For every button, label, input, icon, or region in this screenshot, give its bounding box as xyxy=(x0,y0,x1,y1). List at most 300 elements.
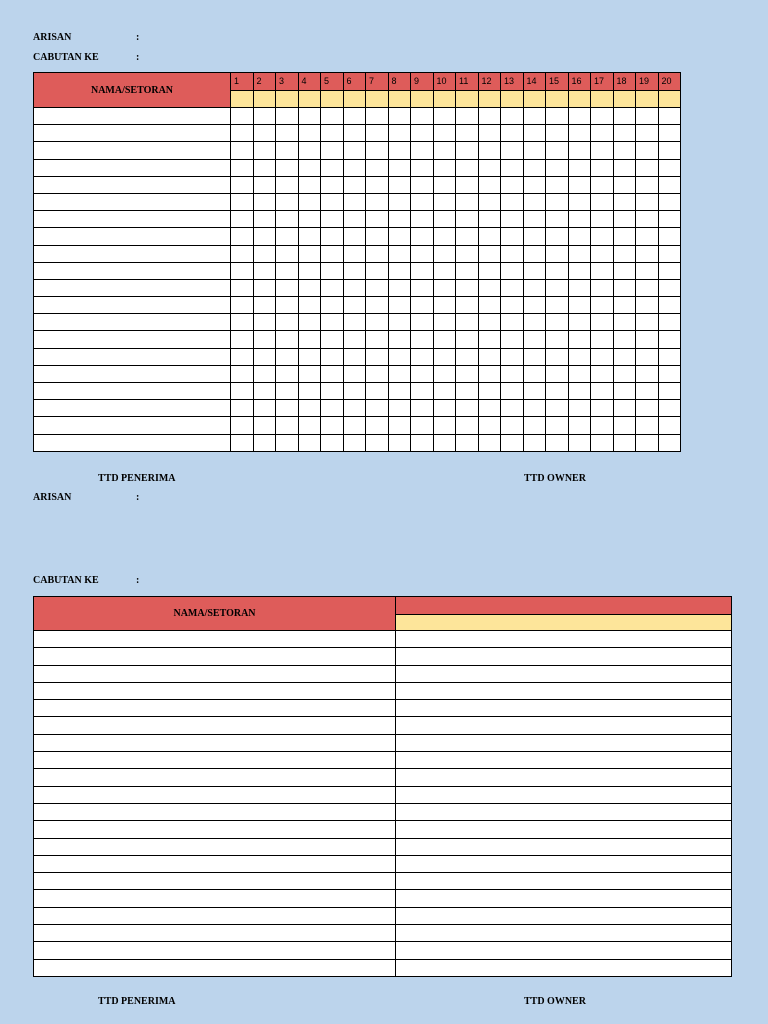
column-subheader-cell[interactable] xyxy=(276,91,299,108)
payment-cell[interactable] xyxy=(396,682,732,699)
payment-cell[interactable] xyxy=(523,434,546,451)
payment-cell[interactable] xyxy=(658,314,681,331)
payment-cell[interactable] xyxy=(501,434,524,451)
payment-cell[interactable] xyxy=(568,193,591,210)
payment-cell[interactable] xyxy=(298,211,321,228)
payment-cell[interactable] xyxy=(388,331,411,348)
payment-cell[interactable] xyxy=(636,125,659,142)
payment-cell[interactable] xyxy=(366,193,389,210)
column-subheader-cell[interactable] xyxy=(636,91,659,108)
column-subheader-cell[interactable] xyxy=(478,91,501,108)
payment-cell[interactable] xyxy=(523,417,546,434)
payment-cell[interactable] xyxy=(546,400,569,417)
payment-cell[interactable] xyxy=(478,228,501,245)
column-subheader-cell[interactable] xyxy=(321,91,344,108)
payment-cell[interactable] xyxy=(501,297,524,314)
payment-cell[interactable] xyxy=(231,279,254,296)
payment-cell[interactable] xyxy=(411,383,434,400)
payment-cell[interactable] xyxy=(433,314,456,331)
payment-cell[interactable] xyxy=(298,434,321,451)
payment-cell[interactable] xyxy=(343,211,366,228)
payment-cell[interactable] xyxy=(523,142,546,159)
member-name-cell[interactable] xyxy=(34,873,396,890)
payment-cell[interactable] xyxy=(388,176,411,193)
column-subheader-cell[interactable] xyxy=(613,91,636,108)
payment-cell[interactable] xyxy=(501,279,524,296)
payment-cell[interactable] xyxy=(366,245,389,262)
payment-cell[interactable] xyxy=(433,142,456,159)
payment-cell[interactable] xyxy=(231,142,254,159)
member-name-cell[interactable] xyxy=(34,297,231,314)
payment-cell[interactable] xyxy=(253,176,276,193)
payment-cell[interactable] xyxy=(546,142,569,159)
payment-cell[interactable] xyxy=(613,228,636,245)
payment-cell[interactable] xyxy=(411,400,434,417)
payment-cell[interactable] xyxy=(613,297,636,314)
payment-cell[interactable] xyxy=(321,176,344,193)
payment-cell[interactable] xyxy=(366,297,389,314)
payment-cell[interactable] xyxy=(298,159,321,176)
payment-cell[interactable] xyxy=(253,142,276,159)
payment-cell[interactable] xyxy=(276,193,299,210)
payment-cell[interactable] xyxy=(636,228,659,245)
payment-cell[interactable] xyxy=(546,279,569,296)
payment-cell[interactable] xyxy=(411,434,434,451)
payment-cell[interactable] xyxy=(546,331,569,348)
payment-cell[interactable] xyxy=(253,245,276,262)
payment-cell[interactable] xyxy=(343,348,366,365)
payment-cell[interactable] xyxy=(276,314,299,331)
column-subheader-cell[interactable] xyxy=(568,91,591,108)
payment-cell[interactable] xyxy=(591,108,614,125)
payment-cell[interactable] xyxy=(411,125,434,142)
payment-cell[interactable] xyxy=(343,314,366,331)
payment-cell[interactable] xyxy=(343,365,366,382)
payment-cell[interactable] xyxy=(546,434,569,451)
payment-cell[interactable] xyxy=(658,245,681,262)
payment-cell[interactable] xyxy=(501,211,524,228)
payment-cell[interactable] xyxy=(546,297,569,314)
payment-cell[interactable] xyxy=(546,159,569,176)
member-name-cell[interactable] xyxy=(34,682,396,699)
payment-cell[interactable] xyxy=(613,434,636,451)
payment-cell[interactable] xyxy=(568,245,591,262)
payment-cell[interactable] xyxy=(396,631,732,648)
payment-cell[interactable] xyxy=(478,297,501,314)
payment-cell[interactable] xyxy=(276,331,299,348)
payment-cell[interactable] xyxy=(366,400,389,417)
payment-cell[interactable] xyxy=(433,193,456,210)
payment-cell[interactable] xyxy=(613,331,636,348)
payment-cell[interactable] xyxy=(501,228,524,245)
member-name-cell[interactable] xyxy=(34,262,231,279)
payment-cell[interactable] xyxy=(276,297,299,314)
payment-cell[interactable] xyxy=(411,331,434,348)
payment-cell[interactable] xyxy=(613,211,636,228)
payment-cell[interactable] xyxy=(591,279,614,296)
member-name-cell[interactable] xyxy=(34,193,231,210)
payment-cell[interactable] xyxy=(231,434,254,451)
payment-cell[interactable] xyxy=(478,108,501,125)
payment-cell[interactable] xyxy=(523,400,546,417)
payment-cell[interactable] xyxy=(231,262,254,279)
payment-cell[interactable] xyxy=(568,279,591,296)
payment-cell[interactable] xyxy=(343,228,366,245)
payment-cell[interactable] xyxy=(388,365,411,382)
payment-cell[interactable] xyxy=(433,125,456,142)
payment-cell[interactable] xyxy=(433,108,456,125)
payment-cell[interactable] xyxy=(396,821,732,838)
payment-cell[interactable] xyxy=(366,108,389,125)
payment-cell[interactable] xyxy=(388,125,411,142)
payment-cell[interactable] xyxy=(231,108,254,125)
payment-cell[interactable] xyxy=(456,228,479,245)
payment-cell[interactable] xyxy=(276,434,299,451)
payment-cell[interactable] xyxy=(343,417,366,434)
payment-cell[interactable] xyxy=(321,331,344,348)
payment-cell[interactable] xyxy=(478,279,501,296)
payment-cell[interactable] xyxy=(276,125,299,142)
member-name-cell[interactable] xyxy=(34,314,231,331)
payment-cell[interactable] xyxy=(321,159,344,176)
payment-subheader-cell[interactable] xyxy=(396,615,732,631)
payment-cell[interactable] xyxy=(546,245,569,262)
payment-cell[interactable] xyxy=(366,434,389,451)
payment-cell[interactable] xyxy=(411,228,434,245)
payment-cell[interactable] xyxy=(253,211,276,228)
payment-cell[interactable] xyxy=(411,314,434,331)
payment-cell[interactable] xyxy=(231,228,254,245)
payment-cell[interactable] xyxy=(501,400,524,417)
payment-cell[interactable] xyxy=(591,142,614,159)
payment-cell[interactable] xyxy=(366,279,389,296)
payment-cell[interactable] xyxy=(591,331,614,348)
payment-cell[interactable] xyxy=(523,125,546,142)
column-subheader-cell[interactable] xyxy=(388,91,411,108)
column-subheader-cell[interactable] xyxy=(658,91,681,108)
payment-cell[interactable] xyxy=(433,228,456,245)
member-name-cell[interactable] xyxy=(34,942,396,959)
payment-cell[interactable] xyxy=(568,125,591,142)
payment-cell[interactable] xyxy=(636,417,659,434)
payment-cell[interactable] xyxy=(658,159,681,176)
payment-cell[interactable] xyxy=(501,142,524,159)
member-name-cell[interactable] xyxy=(34,159,231,176)
payment-cell[interactable] xyxy=(613,417,636,434)
payment-cell[interactable] xyxy=(298,348,321,365)
payment-cell[interactable] xyxy=(658,176,681,193)
column-subheader-cell[interactable] xyxy=(591,91,614,108)
payment-cell[interactable] xyxy=(523,331,546,348)
payment-cell[interactable] xyxy=(411,365,434,382)
payment-cell[interactable] xyxy=(568,297,591,314)
payment-cell[interactable] xyxy=(478,262,501,279)
payment-cell[interactable] xyxy=(546,176,569,193)
payment-cell[interactable] xyxy=(411,108,434,125)
member-name-cell[interactable] xyxy=(34,331,231,348)
payment-cell[interactable] xyxy=(433,417,456,434)
payment-cell[interactable] xyxy=(501,365,524,382)
payment-cell[interactable] xyxy=(276,262,299,279)
payment-cell[interactable] xyxy=(501,348,524,365)
payment-cell[interactable] xyxy=(366,176,389,193)
payment-cell[interactable] xyxy=(636,297,659,314)
payment-cell[interactable] xyxy=(613,383,636,400)
payment-cell[interactable] xyxy=(388,314,411,331)
payment-cell[interactable] xyxy=(231,125,254,142)
payment-cell[interactable] xyxy=(231,417,254,434)
payment-cell[interactable] xyxy=(321,348,344,365)
member-name-cell[interactable] xyxy=(34,821,396,838)
payment-cell[interactable] xyxy=(478,365,501,382)
payment-cell[interactable] xyxy=(298,228,321,245)
payment-cell[interactable] xyxy=(658,400,681,417)
payment-cell[interactable] xyxy=(321,193,344,210)
payment-cell[interactable] xyxy=(366,211,389,228)
payment-cell[interactable] xyxy=(321,142,344,159)
payment-cell[interactable] xyxy=(231,193,254,210)
payment-cell[interactable] xyxy=(456,211,479,228)
payment-cell[interactable] xyxy=(478,434,501,451)
payment-cell[interactable] xyxy=(501,383,524,400)
member-name-cell[interactable] xyxy=(34,752,396,769)
payment-cell[interactable] xyxy=(613,142,636,159)
payment-cell[interactable] xyxy=(546,348,569,365)
payment-cell[interactable] xyxy=(456,262,479,279)
member-name-cell[interactable] xyxy=(34,717,396,734)
payment-cell[interactable] xyxy=(568,108,591,125)
payment-cell[interactable] xyxy=(276,400,299,417)
payment-cell[interactable] xyxy=(636,193,659,210)
payment-cell[interactable] xyxy=(388,400,411,417)
payment-cell[interactable] xyxy=(433,211,456,228)
payment-cell[interactable] xyxy=(478,159,501,176)
payment-cell[interactable] xyxy=(456,297,479,314)
payment-cell[interactable] xyxy=(523,159,546,176)
payment-cell[interactable] xyxy=(658,262,681,279)
payment-cell[interactable] xyxy=(388,348,411,365)
payment-cell[interactable] xyxy=(253,297,276,314)
payment-cell[interactable] xyxy=(501,125,524,142)
member-name-cell[interactable] xyxy=(34,769,396,786)
payment-cell[interactable] xyxy=(658,193,681,210)
payment-cell[interactable] xyxy=(396,803,732,820)
payment-cell[interactable] xyxy=(591,314,614,331)
member-name-cell[interactable] xyxy=(34,279,231,296)
payment-cell[interactable] xyxy=(231,331,254,348)
payment-cell[interactable] xyxy=(366,417,389,434)
payment-cell[interactable] xyxy=(568,417,591,434)
payment-cell[interactable] xyxy=(501,314,524,331)
payment-cell[interactable] xyxy=(591,434,614,451)
payment-cell[interactable] xyxy=(658,348,681,365)
payment-cell[interactable] xyxy=(501,262,524,279)
payment-cell[interactable] xyxy=(231,159,254,176)
payment-cell[interactable] xyxy=(411,211,434,228)
payment-cell[interactable] xyxy=(396,648,732,665)
column-subheader-cell[interactable] xyxy=(523,91,546,108)
payment-cell[interactable] xyxy=(231,211,254,228)
payment-cell[interactable] xyxy=(456,348,479,365)
column-subheader-cell[interactable] xyxy=(411,91,434,108)
payment-cell[interactable] xyxy=(456,279,479,296)
payment-cell[interactable] xyxy=(636,108,659,125)
member-name-cell[interactable] xyxy=(34,245,231,262)
member-name-cell[interactable] xyxy=(34,125,231,142)
payment-cell[interactable] xyxy=(456,159,479,176)
payment-cell[interactable] xyxy=(298,331,321,348)
payment-cell[interactable] xyxy=(343,108,366,125)
payment-cell[interactable] xyxy=(546,417,569,434)
payment-cell[interactable] xyxy=(523,383,546,400)
payment-cell[interactable] xyxy=(253,383,276,400)
payment-cell[interactable] xyxy=(658,228,681,245)
member-name-cell[interactable] xyxy=(34,665,396,682)
payment-cell[interactable] xyxy=(298,365,321,382)
payment-cell[interactable] xyxy=(546,108,569,125)
payment-cell[interactable] xyxy=(276,365,299,382)
payment-cell[interactable] xyxy=(568,176,591,193)
payment-cell[interactable] xyxy=(478,400,501,417)
payment-cell[interactable] xyxy=(613,314,636,331)
payment-cell[interactable] xyxy=(456,434,479,451)
payment-cell[interactable] xyxy=(636,434,659,451)
payment-cell[interactable] xyxy=(636,383,659,400)
payment-cell[interactable] xyxy=(321,297,344,314)
payment-cell[interactable] xyxy=(478,383,501,400)
payment-cell[interactable] xyxy=(523,348,546,365)
payment-cell[interactable] xyxy=(276,279,299,296)
payment-cell[interactable] xyxy=(298,297,321,314)
payment-cell[interactable] xyxy=(591,348,614,365)
payment-cell[interactable] xyxy=(388,159,411,176)
payment-cell[interactable] xyxy=(321,383,344,400)
payment-cell[interactable] xyxy=(591,159,614,176)
payment-cell[interactable] xyxy=(636,279,659,296)
payment-cell[interactable] xyxy=(366,314,389,331)
payment-cell[interactable] xyxy=(411,417,434,434)
column-subheader-cell[interactable] xyxy=(253,91,276,108)
payment-cell[interactable] xyxy=(388,297,411,314)
payment-cell[interactable] xyxy=(546,365,569,382)
column-subheader-cell[interactable] xyxy=(546,91,569,108)
payment-cell[interactable] xyxy=(298,142,321,159)
column-subheader-cell[interactable] xyxy=(366,91,389,108)
payment-cell[interactable] xyxy=(411,262,434,279)
payment-cell[interactable] xyxy=(343,245,366,262)
member-name-cell[interactable] xyxy=(34,803,396,820)
payment-cell[interactable] xyxy=(433,383,456,400)
payment-cell[interactable] xyxy=(658,211,681,228)
member-name-cell[interactable] xyxy=(34,855,396,872)
payment-cell[interactable] xyxy=(231,400,254,417)
payment-cell[interactable] xyxy=(636,400,659,417)
payment-cell[interactable] xyxy=(456,383,479,400)
member-name-cell[interactable] xyxy=(34,648,396,665)
payment-cell[interactable] xyxy=(523,228,546,245)
payment-cell[interactable] xyxy=(396,873,732,890)
payment-cell[interactable] xyxy=(501,245,524,262)
payment-cell[interactable] xyxy=(388,193,411,210)
payment-cell[interactable] xyxy=(366,142,389,159)
member-name-cell[interactable] xyxy=(34,838,396,855)
payment-cell[interactable] xyxy=(396,942,732,959)
payment-cell[interactable] xyxy=(298,262,321,279)
payment-cell[interactable] xyxy=(433,434,456,451)
payment-cell[interactable] xyxy=(523,279,546,296)
member-name-cell[interactable] xyxy=(34,176,231,193)
payment-cell[interactable] xyxy=(388,108,411,125)
member-name-cell[interactable] xyxy=(34,211,231,228)
column-subheader-cell[interactable] xyxy=(343,91,366,108)
payment-cell[interactable] xyxy=(456,314,479,331)
payment-cell[interactable] xyxy=(321,211,344,228)
payment-cell[interactable] xyxy=(658,279,681,296)
member-name-cell[interactable] xyxy=(34,734,396,751)
payment-cell[interactable] xyxy=(523,193,546,210)
payment-cell[interactable] xyxy=(456,125,479,142)
payment-cell[interactable] xyxy=(411,176,434,193)
payment-cell[interactable] xyxy=(456,331,479,348)
payment-cell[interactable] xyxy=(343,331,366,348)
member-name-cell[interactable] xyxy=(34,142,231,159)
payment-cell[interactable] xyxy=(298,176,321,193)
payment-cell[interactable] xyxy=(396,752,732,769)
payment-cell[interactable] xyxy=(523,211,546,228)
payment-cell[interactable] xyxy=(568,142,591,159)
member-name-cell[interactable] xyxy=(34,907,396,924)
payment-cell[interactable] xyxy=(456,365,479,382)
payment-cell[interactable] xyxy=(366,228,389,245)
payment-cell[interactable] xyxy=(523,176,546,193)
payment-cell[interactable] xyxy=(343,297,366,314)
payment-cell[interactable] xyxy=(396,838,732,855)
member-name-cell[interactable] xyxy=(34,925,396,942)
member-name-cell[interactable] xyxy=(34,365,231,382)
payment-cell[interactable] xyxy=(388,228,411,245)
payment-cell[interactable] xyxy=(253,331,276,348)
payment-cell[interactable] xyxy=(411,348,434,365)
payment-cell[interactable] xyxy=(231,297,254,314)
payment-cell[interactable] xyxy=(433,262,456,279)
payment-cell[interactable] xyxy=(276,211,299,228)
payment-cell[interactable] xyxy=(298,108,321,125)
payment-cell[interactable] xyxy=(568,383,591,400)
payment-cell[interactable] xyxy=(433,279,456,296)
payment-cell[interactable] xyxy=(456,417,479,434)
payment-cell[interactable] xyxy=(591,193,614,210)
payment-cell[interactable] xyxy=(343,262,366,279)
payment-cell[interactable] xyxy=(276,176,299,193)
payment-cell[interactable] xyxy=(591,245,614,262)
payment-cell[interactable] xyxy=(343,383,366,400)
payment-cell[interactable] xyxy=(253,400,276,417)
payment-cell[interactable] xyxy=(343,279,366,296)
payment-cell[interactable] xyxy=(321,400,344,417)
member-name-cell[interactable] xyxy=(34,434,231,451)
payment-cell[interactable] xyxy=(546,383,569,400)
payment-cell[interactable] xyxy=(366,365,389,382)
payment-cell[interactable] xyxy=(456,176,479,193)
payment-cell[interactable] xyxy=(298,383,321,400)
payment-cell[interactable] xyxy=(396,855,732,872)
payment-cell[interactable] xyxy=(591,228,614,245)
payment-cell[interactable] xyxy=(253,348,276,365)
payment-cell[interactable] xyxy=(411,297,434,314)
payment-cell[interactable] xyxy=(591,383,614,400)
payment-cell[interactable] xyxy=(253,193,276,210)
payment-cell[interactable] xyxy=(478,176,501,193)
